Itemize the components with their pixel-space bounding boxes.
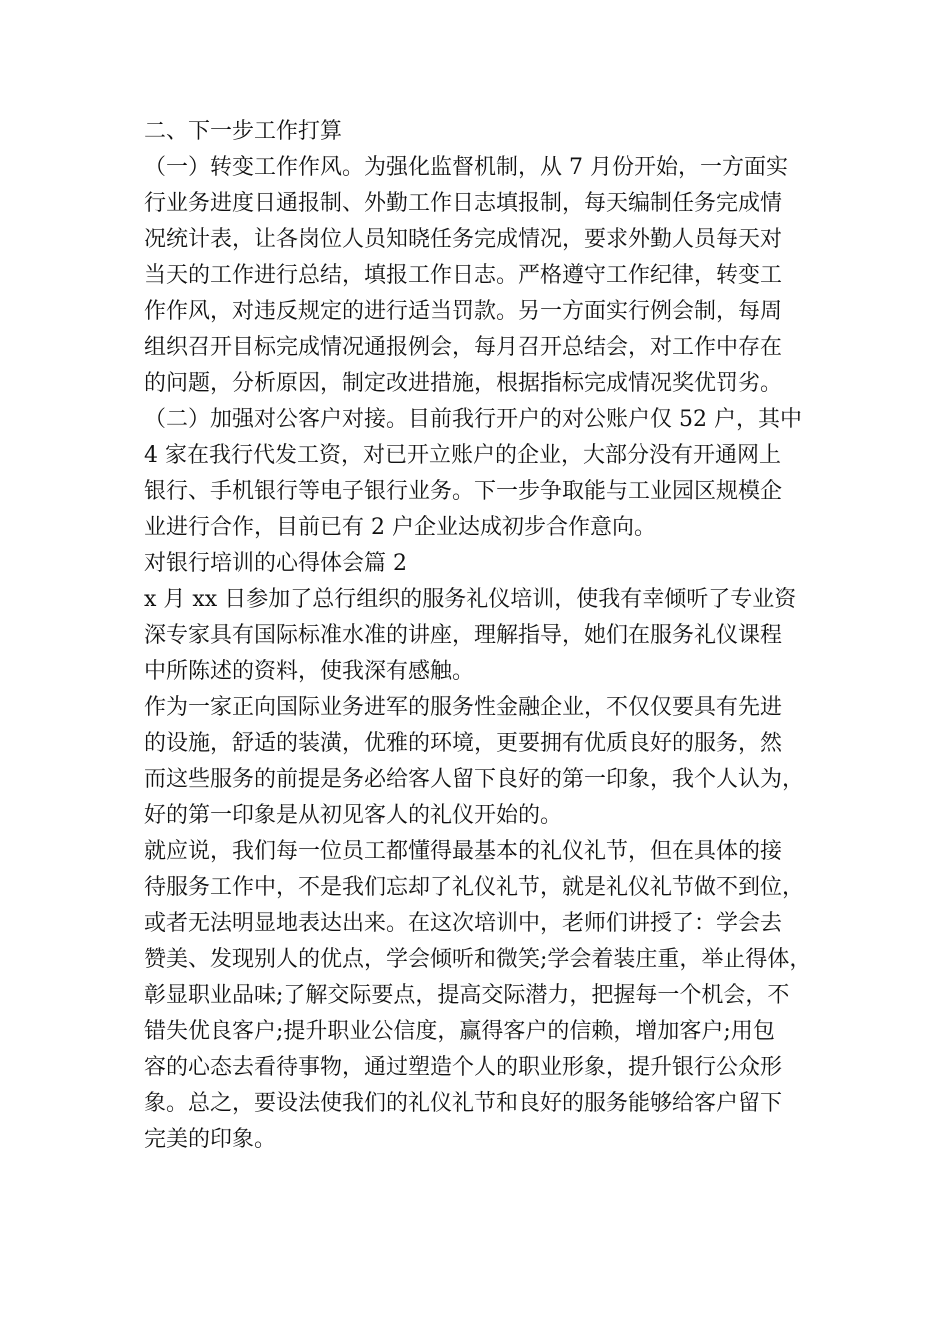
paragraph-line: 当天的工作进行总结，填报工作日志。严格遵守工作纪律，转变工 [144, 263, 783, 288]
paragraph-line: 的设施，舒适的装潢，优雅的环境，更要拥有优质良好的服务，然 [144, 731, 783, 756]
paragraph-line: （一）转变工作作风。为强化监督机制，从 7 月份开始，一方面实 [144, 155, 788, 180]
paragraph-line: 或者无法明显地表达出来。在这次培训中，老师们讲授了：学会去 [144, 911, 783, 936]
document-page [144, 114, 814, 1158]
article-title: 对银行培训的心得体会篇 2 [144, 551, 407, 576]
paragraph-line: 组织召开目标完成情况通报例会，每月召开总结会，对工作中存在 [144, 335, 783, 360]
paragraph-line: 深专家具有国际标准水准的讲座，理解指导，她们在服务礼仪课程 [144, 623, 783, 648]
section-heading: 二、下一步工作打算 [144, 119, 343, 144]
paragraph-line: 完美的印象。 [144, 1127, 277, 1152]
paragraph-line: 错失优良客户;提升职业公信度，赢得客户的信赖，增加客户;用包 [144, 1019, 775, 1044]
paragraph-line: 银行、手机银行等电子银行业务。下一步争取能与工业园区规模企 [144, 479, 783, 504]
paragraph-line: 象。总之，要设法使我们的礼仪礼节和良好的服务能够给客户留下 [144, 1091, 783, 1116]
paragraph-line: 的问题，分析原因，制定改进措施，根据指标完成情况奖优罚劣。 [144, 371, 783, 396]
paragraph-line: 业进行合作，目前已有 2 户企业达成初步合作意向。 [144, 515, 656, 540]
paragraph-line: 4 家在我行代发工资，对已开立账户的企业，大部分没有开通网上 [144, 443, 781, 468]
paragraph-line: 就应说，我们每一位员工都懂得最基本的礼仪礼节，但在具体的接 [144, 839, 783, 864]
paragraph-line: 况统计表，让各岗位人员知晓任务完成情况，要求外勤人员每天对 [144, 227, 783, 252]
paragraph-line: 行业务进度日通报制、外勤工作日志填报制，每天编制任务完成情 [144, 191, 783, 216]
paragraph-line: 而这些服务的前提是务必给客人留下良好的第一印象，我个人认为， [144, 767, 805, 792]
paragraph-line: 赞美、发现别人的优点，学会倾听和微笑;学会着装庄重，举止得体， [144, 947, 812, 972]
paragraph-line: x 月 xx 日参加了总行组织的服务礼仪培训，使我有幸倾听了专业资 [144, 587, 797, 612]
paragraph-line: 作作风，对违反规定的进行适当罚款。另一方面实行例会制，每周 [144, 299, 783, 324]
paragraph-line: 作为一家正向国际业务进军的服务性金融企业，不仅仅要具有先进 [144, 695, 783, 720]
paragraph-line: 好的第一印象是从初见客人的礼仪开始的。 [144, 803, 563, 828]
paragraph-line: 待服务工作中，不是我们忘却了礼仪礼节，就是礼仪礼节做不到位， [144, 875, 805, 900]
paragraph-line: 中所陈述的资料，使我深有感触。 [144, 659, 475, 684]
paragraph-line: （二）加强对公客户对接。目前我行开户的对公账户仅 52 户，其中 [144, 407, 802, 432]
paragraph-line: 彰显职业品味;了解交际要点，提高交际潜力，把握每一个机会，不 [144, 983, 790, 1008]
paragraph-line: 容的心态去看待事物，通过塑造个人的职业形象，提升银行公众形 [144, 1055, 783, 1080]
